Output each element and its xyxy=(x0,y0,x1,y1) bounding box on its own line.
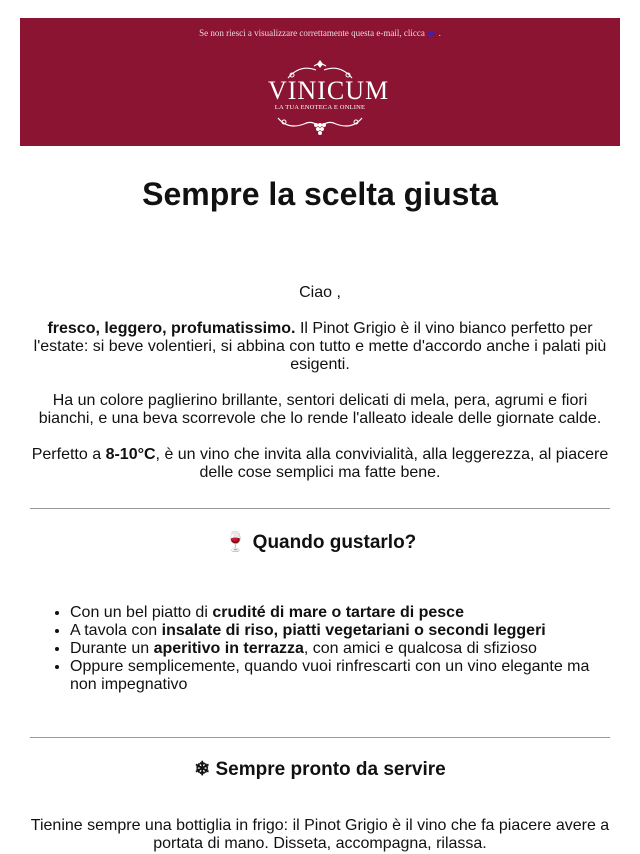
list-item: • Oppure semplicemente, quando vuoi rinfrescarti con un vino elegante ma non impegnativo xyxy=(70,658,610,694)
divider xyxy=(30,508,610,509)
preheader xyxy=(20,28,620,38)
serving-paragraph xyxy=(30,446,610,482)
list-item: • Con un bel piatto di crudité di mare o tartare di pesce xyxy=(70,604,610,622)
section-serve-title xyxy=(0,758,640,781)
serve-paragraph: Tienine sempre una bottiglia in frigo: il Pinot Grigio è il vino che fa piacere avere a portata di mano. Disseta, accompagna, rilassa. xyxy=(30,817,610,852)
intro-paragraph xyxy=(30,320,610,374)
page-title: Sempre la scelta giusta xyxy=(142,176,498,212)
grape-ornament-icon xyxy=(268,110,372,136)
list-item: • A tavola con insalate di riso, piatti vegetariani o secondi leggeri xyxy=(70,622,610,640)
section-when-title xyxy=(0,530,640,554)
pairing-list xyxy=(70,604,610,694)
logo-wordmark: VINICUM xyxy=(268,76,390,105)
logo-tagline: LA TUA ENOTECA E ONLINE xyxy=(274,104,366,111)
greeting: Ciao , xyxy=(299,284,341,301)
wine-glass-icon: 🍷 xyxy=(223,532,248,553)
description-paragraph: Ha un colore paglierino brillante, sentori delicati di mela, pera, agrumi e fiori bianchi, e una beva scorrevole che lo rende l'alleato ideale delle giornate calde. xyxy=(38,392,602,427)
list-item: • Durante un aperitivo in terrazza, con amici e qualcosa di sfizioso xyxy=(70,640,610,658)
view-online-link[interactable]: qui xyxy=(427,28,439,38)
preheader-text: Se non riesci a visualizzare correttamente questa e-mail, clicca xyxy=(199,28,425,38)
section-serve-label: Sempre pronto da servire xyxy=(215,759,446,780)
snowflake-icon: ❄ xyxy=(194,759,211,780)
preheader-end: . xyxy=(438,28,441,38)
intro-text: Il Pinot Grigio è il vino bianco perfetto per l'estate: si beve volentieri, si abbina con tutto e mette d'accordo anche i palati più esigenti. xyxy=(33,320,607,373)
email-header xyxy=(20,18,620,146)
divider xyxy=(30,737,610,738)
section-when-label: Quando gustarlo? xyxy=(252,532,417,553)
serving-suffix: , è un vino che invita alla convivialità, alla leggerezza, al piacere delle cose semplici ma fatte bene. xyxy=(155,446,609,481)
intro-bold: fresco, leggero, profumatissimo. xyxy=(47,320,296,337)
serving-temp: 8-10°C xyxy=(105,446,156,463)
vinicum-logo[interactable] xyxy=(268,58,390,136)
serving-prefix: Perfetto a xyxy=(31,446,106,463)
